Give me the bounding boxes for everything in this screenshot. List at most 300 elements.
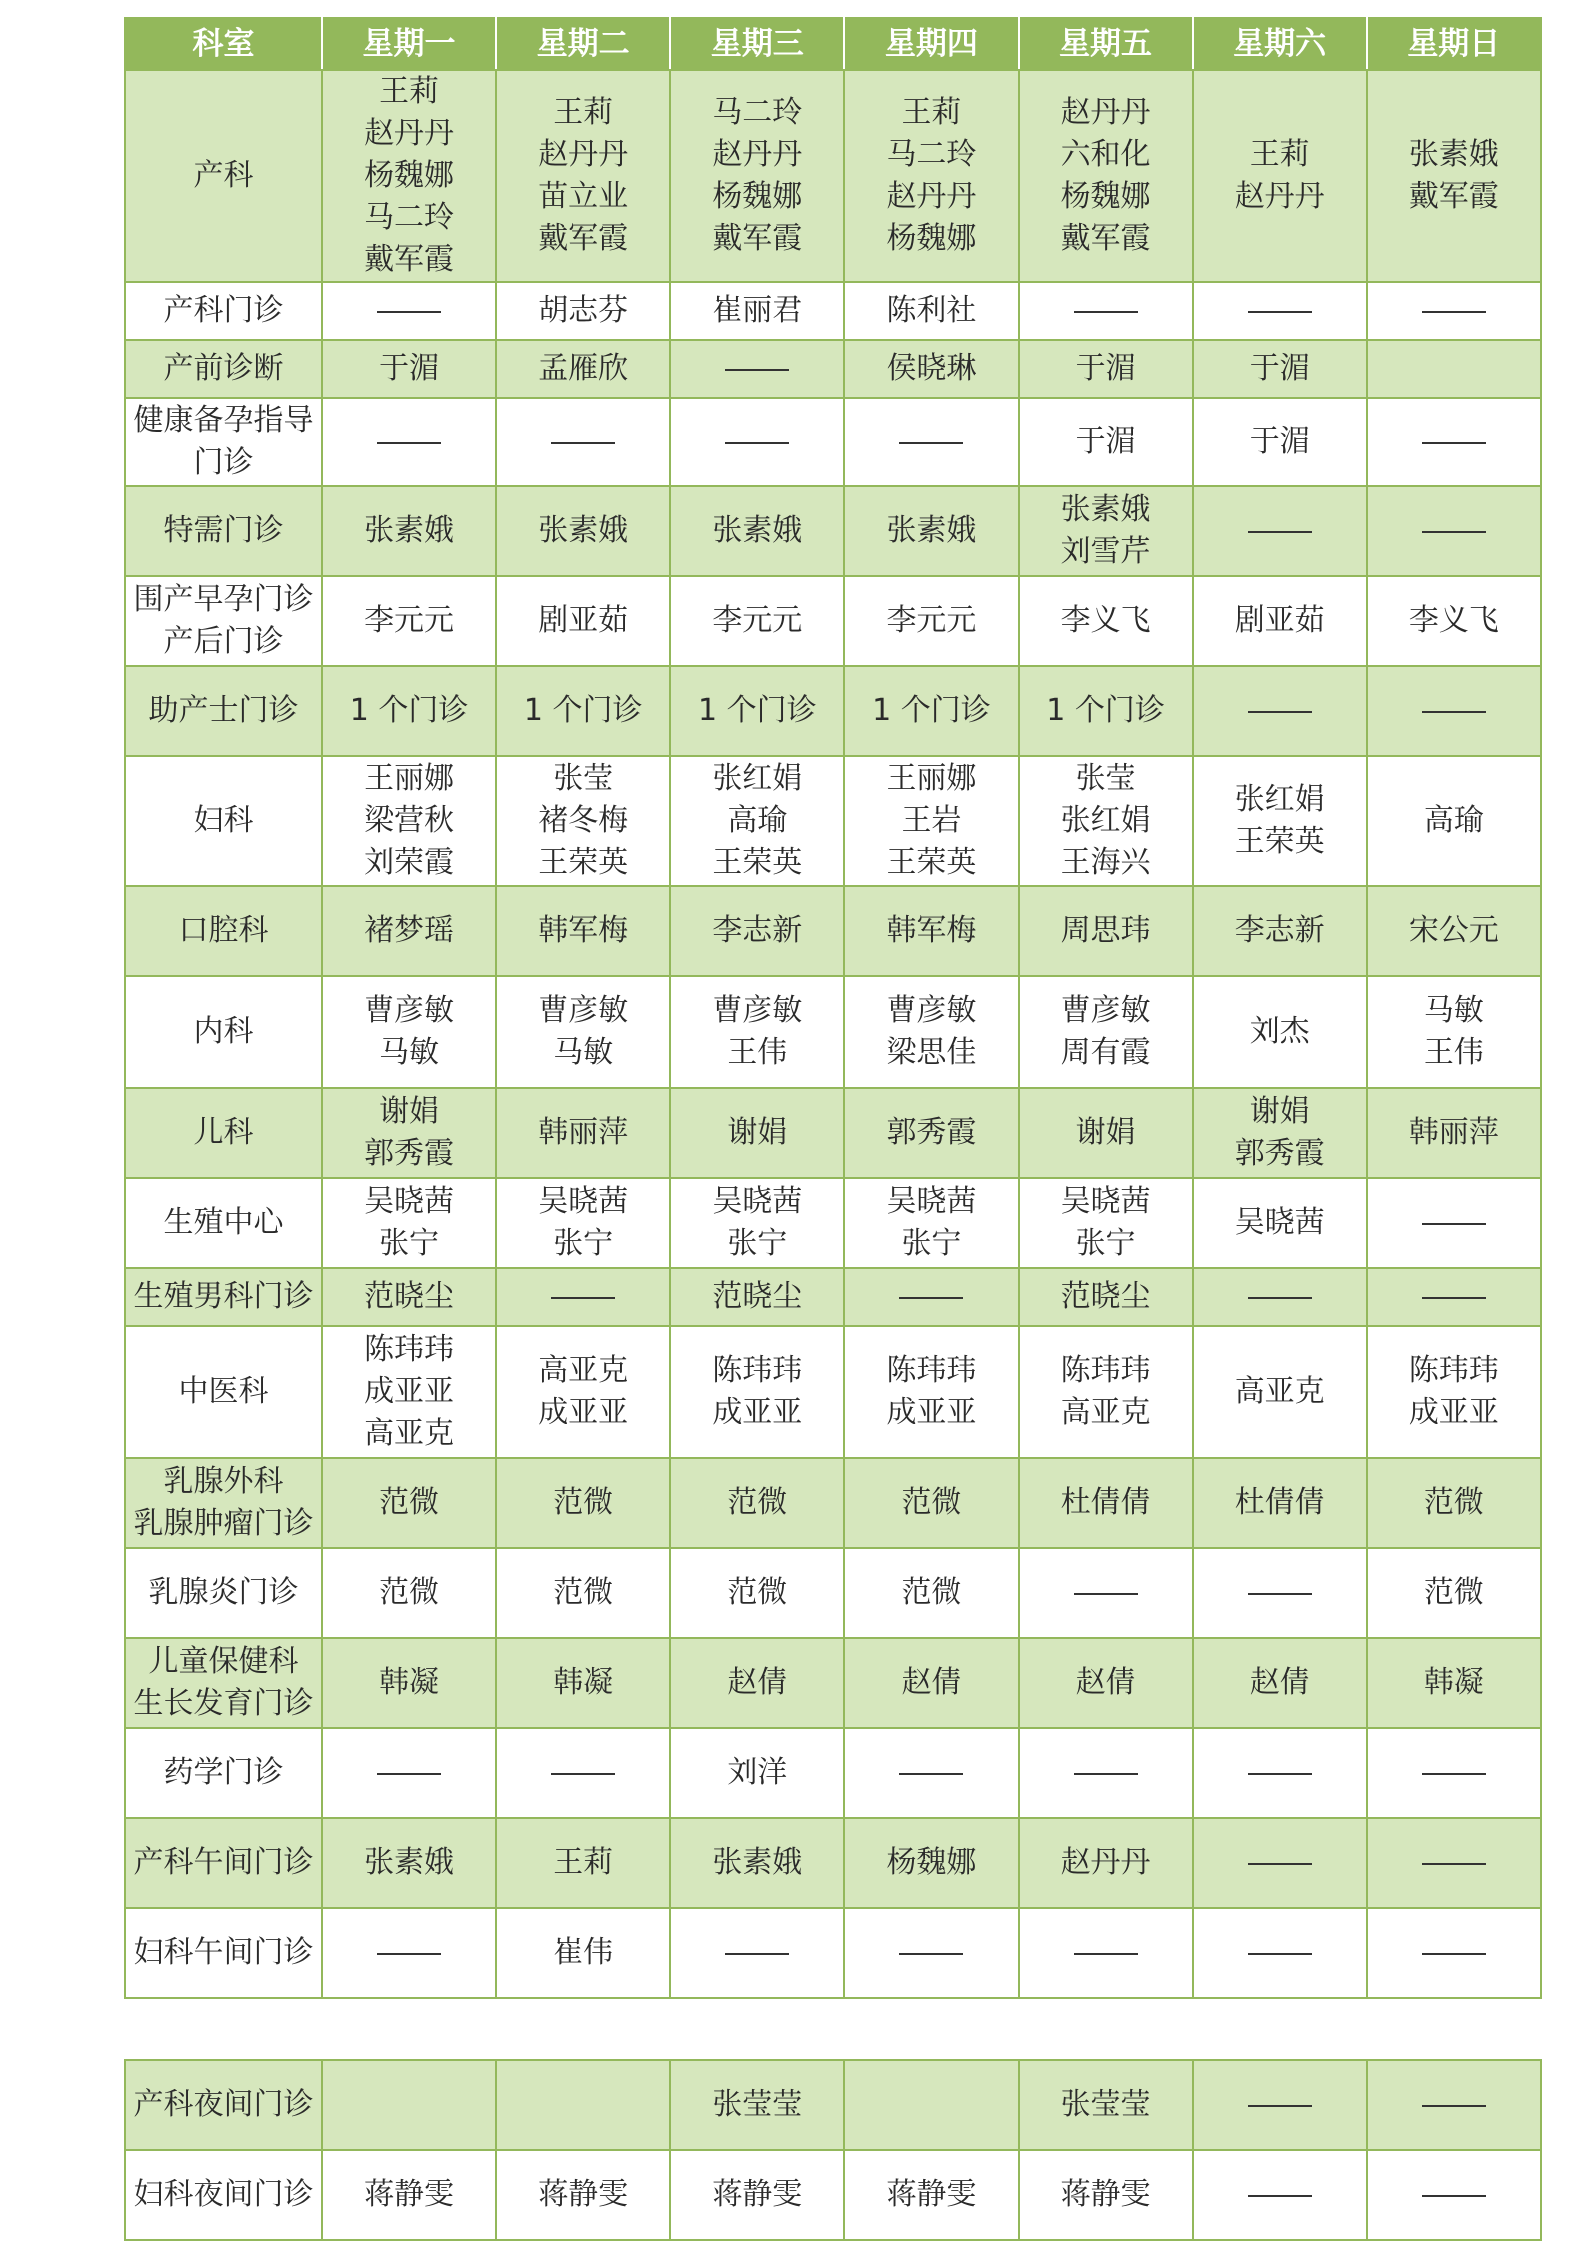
doctor-name: 范微: [727, 1485, 788, 1520]
schedule-cell: [1367, 282, 1541, 340]
schedule-cell: [670, 2060, 844, 2150]
schedule-cell: [1019, 756, 1193, 886]
schedule-cell: [1367, 1268, 1541, 1326]
doctor-name: 成亚亚: [712, 1395, 803, 1430]
schedule-cell: [1193, 2060, 1367, 2150]
doctor-name: 张红娟: [1060, 803, 1151, 838]
dept-name: 产科夜间门诊: [133, 2087, 314, 2122]
schedule-cell: [1367, 1728, 1541, 1818]
doctor-name: 戴军霞: [712, 221, 803, 256]
empty-dash: [1422, 2105, 1486, 2107]
schedule-cell: [1367, 1548, 1541, 1638]
doctor-name: 曹彦敏: [1060, 993, 1151, 1028]
schedule-body: [125, 70, 1541, 1998]
schedule-table: [124, 17, 1542, 1999]
empty-dash: [1248, 2195, 1312, 2197]
doctor-name: 王荣英: [886, 845, 977, 880]
schedule-cell: [844, 1728, 1018, 1818]
doctor-name: 王海兴: [1060, 845, 1151, 880]
doctor-name: 刘荣霞: [364, 845, 455, 880]
doctor-name: 刘雪芹: [1060, 534, 1151, 569]
empty-dash: [1074, 311, 1138, 313]
schedule-cell: [844, 486, 1018, 576]
header-day-thu: 星期四: [844, 18, 1018, 70]
schedule-cell: [844, 340, 1018, 398]
doctor-name: 张宁: [553, 1226, 614, 1261]
dept-name: 口腔科: [178, 913, 269, 948]
doctor-name: 高瑜: [727, 803, 788, 838]
empty-dash: [1422, 1223, 1486, 1225]
empty-dash: [1248, 531, 1312, 533]
dept-name: 产科: [193, 158, 254, 193]
schedule-cell: [670, 2150, 844, 2240]
schedule-cell: [844, 886, 1018, 976]
doctor-name: 赵丹丹: [886, 179, 977, 214]
schedule-cell: [1367, 756, 1541, 886]
dept-name: 乳腺炎门诊: [148, 1575, 299, 1610]
schedule-cell: [1193, 576, 1367, 666]
doctor-name: 吴晓茜: [1234, 1205, 1325, 1240]
schedule-cell: [1019, 976, 1193, 1088]
doctor-name: 赵倩: [901, 1665, 962, 1700]
schedule-row: [125, 340, 1541, 398]
dept-cell: [125, 1638, 322, 1728]
doctor-name: 赵倩: [1249, 1665, 1310, 1700]
schedule-cell: [1193, 886, 1367, 976]
schedule-row: [125, 1818, 1541, 1908]
doctor-name: 刘杰: [1249, 1014, 1310, 1049]
empty-dash: [899, 1297, 963, 1299]
doctor-name: 戴军霞: [538, 221, 629, 256]
doctor-name: 赵倩: [1075, 1665, 1136, 1700]
schedule-cell: [1367, 1908, 1541, 1998]
doctor-name: 王岩: [901, 803, 962, 838]
schedule-cell: [1019, 1326, 1193, 1458]
doctor-name: 张素娥: [886, 513, 977, 548]
doctor-name: 高亚克: [538, 1353, 629, 1388]
doctor-name: 蒋静雯: [538, 2177, 629, 2212]
schedule-cell: [1367, 2060, 1541, 2150]
schedule-cell: [496, 486, 670, 576]
doctor-name: 吴晓茜: [886, 1184, 977, 1219]
schedule-cell: [1193, 1818, 1367, 1908]
schedule-cell: [670, 976, 844, 1088]
doctor-name: 张宁: [727, 1226, 788, 1261]
empty-dash: [551, 1773, 615, 1775]
doctor-name: 李元元: [886, 603, 977, 638]
schedule-cell: [844, 1548, 1018, 1638]
empty-dash: [1248, 311, 1312, 313]
schedule-cell: [844, 398, 1018, 486]
doctor-name: 王莉: [1249, 137, 1310, 172]
doctor-name: 韩军梅: [886, 913, 977, 948]
doctor-name: 孟雁欣: [538, 351, 629, 386]
schedule-cell: [1019, 1088, 1193, 1178]
dept-cell: [125, 1728, 322, 1818]
empty-dash: [1074, 1953, 1138, 1955]
doctor-name: 郭秀霞: [886, 1115, 977, 1150]
schedule-cell: [322, 1548, 496, 1638]
dept-name: 健康备孕指导: [133, 403, 314, 438]
doctor-name: 张红娟: [1234, 782, 1325, 817]
dept-cell: [125, 2060, 322, 2150]
empty-dash: [1422, 442, 1486, 444]
schedule-row: [125, 576, 1541, 666]
schedule-cell: [1019, 886, 1193, 976]
doctor-name: 张素娥: [364, 513, 455, 548]
doctor-name: 李元元: [364, 603, 455, 638]
schedule-row: [125, 1268, 1541, 1326]
schedule-cell: [1193, 340, 1367, 398]
doctor-name: 张素娥: [712, 513, 803, 548]
schedule-cell: [322, 666, 496, 756]
dept-cell: [125, 2150, 322, 2240]
schedule-cell: [322, 1908, 496, 1998]
doctor-name: 谢娟: [379, 1094, 440, 1129]
empty-dash: [725, 1953, 789, 1955]
schedule-cell: [844, 1178, 1018, 1268]
schedule-cell: [1367, 666, 1541, 756]
empty-dash: [377, 442, 441, 444]
empty-dash: [1248, 1953, 1312, 1955]
schedule-cell: [844, 1268, 1018, 1326]
schedule-row: [125, 1178, 1541, 1268]
schedule-cell: [496, 976, 670, 1088]
schedule-cell: [1193, 1458, 1367, 1548]
schedule-cell: [496, 1728, 670, 1818]
schedule-row: [125, 2060, 1541, 2150]
doctor-name: 王荣英: [538, 845, 629, 880]
schedule-cell: [322, 976, 496, 1088]
schedule-cell: [670, 1178, 844, 1268]
header-day-sun: 星期日: [1367, 18, 1541, 70]
doctor-name: 1 个门诊: [872, 693, 991, 728]
schedule-cell: [496, 1458, 670, 1548]
empty-dash: [1422, 1953, 1486, 1955]
schedule-cell: [670, 1326, 844, 1458]
schedule-cell: [322, 340, 496, 398]
doctor-name: 王荣英: [712, 845, 803, 880]
doctor-name: 成亚亚: [1408, 1395, 1499, 1430]
schedule-cell: [670, 282, 844, 340]
schedule-cell: [1193, 1326, 1367, 1458]
doctor-name: 六和化: [1060, 137, 1151, 172]
dept-name: 内科: [193, 1014, 254, 1049]
schedule-cell: [1193, 1908, 1367, 1998]
schedule-cell: [670, 756, 844, 886]
dept-cell: [125, 576, 322, 666]
schedule-row: [125, 1326, 1541, 1458]
dept-cell: [125, 886, 322, 976]
empty-dash: [551, 1297, 615, 1299]
schedule-cell: [1367, 1458, 1541, 1548]
doctor-name: 韩凝: [1423, 1665, 1484, 1700]
dept-name: 妇科: [193, 803, 254, 838]
schedule-cell: [1193, 1268, 1367, 1326]
schedule-cell: [844, 1638, 1018, 1728]
schedule-cell: [496, 1268, 670, 1326]
doctor-name: 戴军霞: [364, 242, 455, 277]
schedule-cell: [496, 398, 670, 486]
doctor-name: 杨魏娜: [886, 221, 977, 256]
dept-cell: [125, 70, 322, 282]
doctor-name: 蒋静雯: [712, 2177, 803, 2212]
schedule-cell: [496, 886, 670, 976]
schedule-cell: [496, 2150, 670, 2240]
doctor-name: 吴晓茜: [1060, 1184, 1151, 1219]
doctor-name: 梁营秋: [364, 803, 455, 838]
doctor-name: 王莉: [901, 95, 962, 130]
doctor-name: 李志新: [1234, 913, 1325, 948]
dept-name: 妇科夜间门诊: [133, 2177, 314, 2212]
doctor-name: 刘洋: [727, 1755, 788, 1790]
doctor-name: 1 个门诊: [698, 693, 817, 728]
schedule-cell: [322, 1638, 496, 1728]
schedule-cell: [322, 1458, 496, 1548]
schedule-cell: [496, 70, 670, 282]
empty-dash: [551, 442, 615, 444]
schedule-cell: [670, 70, 844, 282]
schedule-cell: [322, 886, 496, 976]
schedule-cell: [1193, 1728, 1367, 1818]
doctor-name: 谢娟: [1249, 1094, 1310, 1129]
doctor-name: 王莉: [553, 1845, 614, 1880]
schedule-cell: [496, 1908, 670, 1998]
schedule-cell: [322, 1818, 496, 1908]
schedule-cell: [670, 1458, 844, 1548]
doctor-name: 范晓尘: [364, 1279, 455, 1314]
schedule-cell: [496, 756, 670, 886]
schedule-cell: [322, 1326, 496, 1458]
schedule-cell: [844, 1458, 1018, 1548]
schedule-cell: [1019, 340, 1193, 398]
schedule-row: [125, 1638, 1541, 1728]
doctor-name: 韩军梅: [538, 913, 629, 948]
dept-name: 生殖男科门诊: [133, 1279, 314, 1314]
dept-name: 产前诊断: [163, 351, 284, 386]
schedule-cell: [1019, 1818, 1193, 1908]
schedule-cell: [670, 886, 844, 976]
doctor-name: 杜倩倩: [1234, 1485, 1325, 1520]
schedule-cell: [1019, 1178, 1193, 1268]
schedule-cell: [1367, 486, 1541, 576]
doctor-name: 王莉: [553, 95, 614, 130]
doctor-name: 张莹: [1075, 761, 1136, 796]
schedule-cell: [670, 1638, 844, 1728]
dept-name: 特需门诊: [163, 513, 284, 548]
header-dept: 科室: [125, 18, 322, 70]
doctor-name: 吴晓茜: [538, 1184, 629, 1219]
schedule-cell: [322, 398, 496, 486]
doctor-name: 苗立业: [538, 179, 629, 214]
schedule-cell: [322, 1178, 496, 1268]
dept-cell: [125, 1908, 322, 1998]
doctor-name: 范微: [1423, 1485, 1484, 1520]
schedule-cell: [1019, 1268, 1193, 1326]
doctor-name: 张宁: [1075, 1226, 1136, 1261]
dept-cell: [125, 666, 322, 756]
doctor-name: 张素娥: [1060, 492, 1151, 527]
doctor-name: 戴军霞: [1060, 221, 1151, 256]
schedule-cell: [1019, 2150, 1193, 2240]
doctor-name: 范微: [553, 1575, 614, 1610]
dept-name: 乳腺肿瘤门诊: [133, 1506, 314, 1541]
schedule-cell: [1367, 1178, 1541, 1268]
doctor-name: 张素娥: [538, 513, 629, 548]
doctor-name: 陈利社: [886, 293, 977, 328]
schedule-row: [125, 666, 1541, 756]
empty-dash: [1422, 711, 1486, 713]
doctor-name: 成亚亚: [886, 1395, 977, 1430]
doctor-name: 杜倩倩: [1060, 1485, 1151, 1520]
dept-name: 中医科: [178, 1374, 269, 1409]
schedule-row: [125, 756, 1541, 886]
schedule-cell: [1193, 282, 1367, 340]
schedule-cell: [322, 70, 496, 282]
schedule-cell: [1193, 1548, 1367, 1638]
empty-dash: [1074, 1593, 1138, 1595]
schedule-row: [125, 486, 1541, 576]
empty-dash: [1422, 2195, 1486, 2197]
doctor-name: 王伟: [1423, 1035, 1484, 1070]
doctor-name: 成亚亚: [538, 1395, 629, 1430]
doctor-name: 1 个门诊: [523, 693, 643, 728]
doctor-name: 蒋静雯: [1060, 2177, 1151, 2212]
doctor-name: 蒋静雯: [364, 2177, 455, 2212]
doctor-name: 1 个门诊: [1046, 693, 1165, 728]
schedule-cell: [1019, 398, 1193, 486]
schedule-cell: [844, 976, 1018, 1088]
doctor-name: 陈玮玮: [712, 1353, 803, 1388]
schedule-cell: [322, 756, 496, 886]
schedule-cell: [1019, 666, 1193, 756]
doctor-name: 范晓尘: [712, 1279, 803, 1314]
schedule-cell: [1019, 70, 1193, 282]
schedule-cell: [1193, 756, 1367, 886]
dept-name: 生殖中心: [163, 1205, 284, 1240]
schedule-cell: [1367, 886, 1541, 976]
dept-name: 围产早孕门诊: [133, 582, 314, 617]
schedule-row: [125, 1548, 1541, 1638]
empty-dash: [1248, 2105, 1312, 2107]
empty-dash: [899, 442, 963, 444]
doctor-name: 崔伟: [553, 1935, 614, 1970]
dept-cell: [125, 1548, 322, 1638]
doctor-name: 吴晓茜: [712, 1184, 803, 1219]
doctor-name: 马二玲: [712, 95, 803, 130]
empty-dash: [1422, 531, 1486, 533]
empty-dash: [377, 1953, 441, 1955]
doctor-name: 崔丽君: [712, 293, 803, 328]
doctor-name: 谢娟: [1075, 1115, 1136, 1150]
doctor-name: 高亚克: [1060, 1395, 1151, 1430]
doctor-name: 于湄: [379, 351, 440, 386]
schedule-cell: [322, 1728, 496, 1818]
dept-name: 乳腺外科: [163, 1464, 284, 1499]
schedule-cell: [1367, 398, 1541, 486]
schedule-cell: [1367, 576, 1541, 666]
empty-dash: [1074, 1773, 1138, 1775]
doctor-name: 剧亚茹: [1234, 603, 1325, 638]
doctor-name: 张宁: [379, 1226, 440, 1261]
schedule-cell: [1367, 1818, 1541, 1908]
schedule-row: [125, 1728, 1541, 1818]
doctor-name: 曹彦敏: [364, 993, 455, 1028]
schedule-cell: [670, 1268, 844, 1326]
schedule-cell: [670, 486, 844, 576]
doctor-name: 陈玮玮: [1408, 1353, 1499, 1388]
dept-cell: [125, 1458, 322, 1548]
schedule-cell: [844, 282, 1018, 340]
schedule-cell: [844, 756, 1018, 886]
dept-name: 生长发育门诊: [133, 1686, 314, 1721]
doctor-name: 褚冬梅: [538, 803, 629, 838]
doctor-name: 赵丹丹: [712, 137, 803, 172]
empty-dash: [377, 1773, 441, 1775]
schedule-row: [125, 1088, 1541, 1178]
doctor-name: 梁思佳: [886, 1035, 977, 1070]
schedule-cell: [496, 282, 670, 340]
doctor-name: 张素娥: [712, 1845, 803, 1880]
doctor-name: 曹彦敏: [712, 993, 803, 1028]
schedule-cell: [322, 1088, 496, 1178]
schedule-row: [125, 2150, 1541, 2240]
doctor-name: 韩丽萍: [1408, 1115, 1499, 1150]
doctor-name: 陈玮玮: [1060, 1353, 1151, 1388]
night-schedule-table: [124, 2059, 1542, 2241]
schedule-cell: [496, 1178, 670, 1268]
empty-dash: [725, 442, 789, 444]
schedule-cell: [670, 576, 844, 666]
doctor-name: 于湄: [1249, 351, 1310, 386]
header-day-fri: 星期五: [1019, 18, 1193, 70]
schedule-cell: [496, 1548, 670, 1638]
doctor-name: 马二玲: [886, 137, 977, 172]
empty-dash: [899, 1773, 963, 1775]
doctor-name: 周思玮: [1060, 913, 1151, 948]
schedule-cell: [844, 1088, 1018, 1178]
doctor-name: 于湄: [1075, 424, 1136, 459]
empty-dash: [1422, 1297, 1486, 1299]
schedule-cell: [844, 1908, 1018, 1998]
schedule-cell: [1193, 976, 1367, 1088]
schedule-cell: [1019, 486, 1193, 576]
doctor-name: 张素娥: [364, 1845, 455, 1880]
header-row: [125, 18, 1541, 70]
doctor-name: 范微: [901, 1485, 962, 1520]
dept-cell: [125, 1268, 322, 1326]
schedule-row: [125, 976, 1541, 1088]
dept-name: 妇科午间门诊: [133, 1935, 314, 1970]
doctor-name: 王伟: [727, 1035, 788, 1070]
dept-cell: [125, 1326, 322, 1458]
doctor-name: 李义飞: [1408, 603, 1499, 638]
header-day-tue: 星期二: [496, 18, 670, 70]
dept-cell: [125, 1088, 322, 1178]
schedule-cell: [844, 1818, 1018, 1908]
doctor-name: 张素娥: [1408, 137, 1499, 172]
doctor-name: 张莹莹: [1060, 2087, 1151, 2122]
doctor-name: 张莹: [553, 761, 614, 796]
schedule-cell: [1019, 1728, 1193, 1818]
doctor-name: 韩丽萍: [538, 1115, 629, 1150]
schedule-cell: [670, 398, 844, 486]
doctor-name: 侯晓琳: [886, 351, 977, 386]
schedule-cell: [670, 1728, 844, 1818]
schedule-cell: [670, 1548, 844, 1638]
schedule-cell: [1367, 1326, 1541, 1458]
dept-name: 产科午间门诊: [133, 1845, 314, 1880]
